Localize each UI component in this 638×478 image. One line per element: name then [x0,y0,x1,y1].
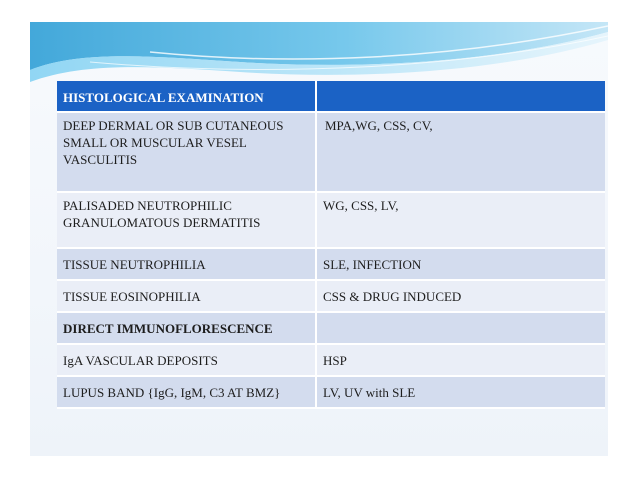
header-cell-left: HISTOLOGICAL EXAMINATION [57,81,317,113]
table-row [57,345,605,377]
slide [30,22,608,456]
row-label: TISSUE NEUTROPHILIA [57,249,317,281]
section-cell-right [317,313,605,345]
row-label: LUPUS BAND {IgG, IgM, C3 AT BMZ} [57,377,317,409]
row-value: LV, UV with SLE [317,377,605,409]
row-value: HSP [317,345,605,377]
table-row [57,249,605,281]
row-label: TISSUE EOSINOPHILIA [57,281,317,313]
row-label: DEEP DERMAL OR SUB CUTANEOUS SMALL OR MUSCULAR VESEL VASCULITIS [57,113,317,193]
section-row [57,313,605,345]
header-cell-right [317,81,605,113]
section-title: DIRECT IMMUNOFLORESCENCE [57,313,317,345]
histology-table [57,81,605,409]
row-value: SLE, INFECTION [317,249,605,281]
row-value: WG, CSS, LV, [317,193,605,249]
table-header-row [57,81,605,113]
table-row [57,281,605,313]
table-row [57,193,605,249]
table-row [57,377,605,409]
row-value: CSS & DRUG INDUCED [317,281,605,313]
table-row [57,113,605,193]
row-label: PALISADED NEUTROPHILIC GRANULOMATOUS DERMATITIS [57,193,317,249]
row-value: MPA,WG, CSS, CV, [317,113,605,193]
row-label: IgA VASCULAR DEPOSITS [57,345,317,377]
